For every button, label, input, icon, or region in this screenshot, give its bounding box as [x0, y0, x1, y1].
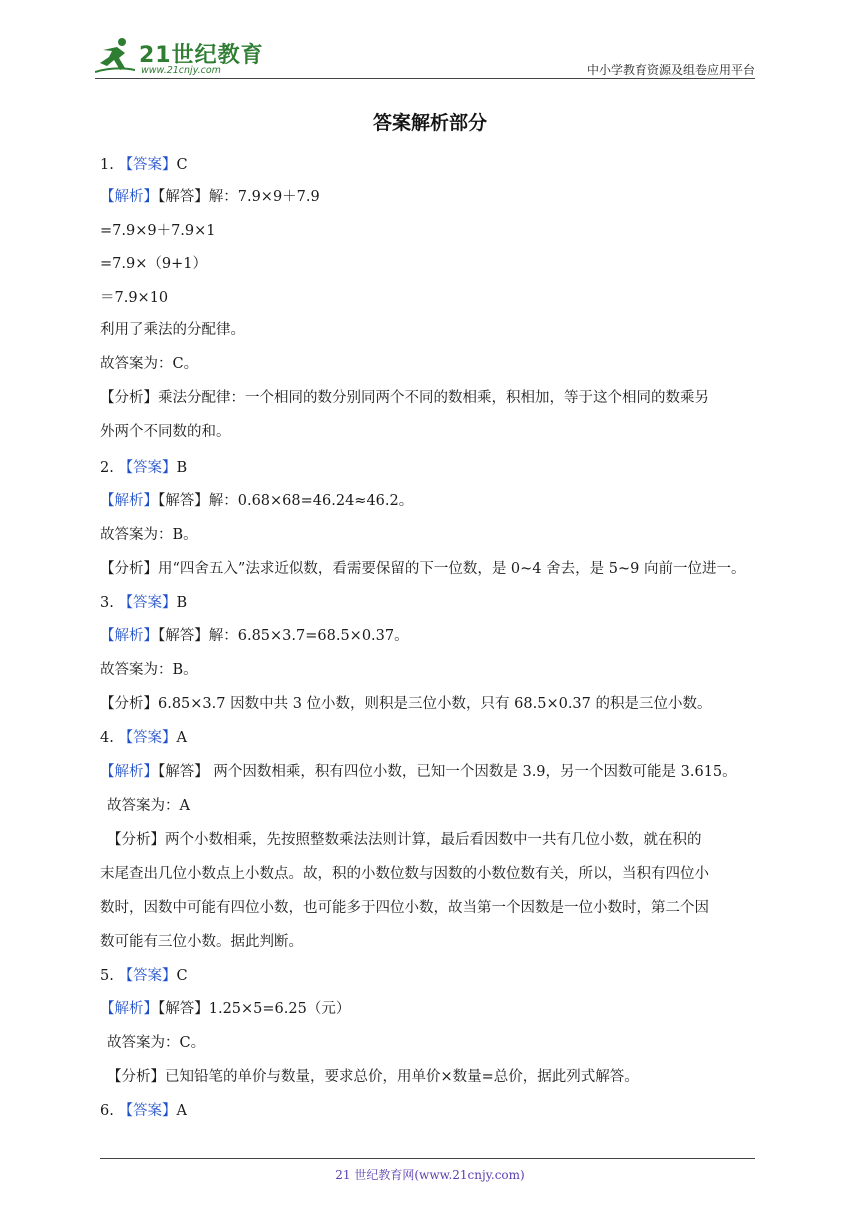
text-segment: 数时，因数中可能有四位小数，也可能多于四位小数，故当第一个因数是一位小数时，第二个因 — [100, 900, 709, 916]
text-line — [100, 252, 207, 273]
text-line — [100, 318, 245, 339]
blue-tag: 【答案】 — [118, 595, 177, 611]
text-line — [100, 352, 198, 373]
text-segment: 故答案为：A — [107, 798, 190, 814]
text-segment: 故答案为：C。 — [100, 356, 199, 372]
text-line — [100, 726, 187, 747]
text-segment: 外两个不同数的和。 — [100, 424, 231, 440]
text-line — [100, 185, 320, 206]
text-line — [100, 557, 745, 578]
text-segment: 故答案为：B。 — [100, 662, 198, 678]
text-segment: 【分析】两个小数相乘，先按照整数乘法法则计算，最后看因数中一共有几位小数，就在积的 — [107, 832, 702, 848]
text-line — [100, 624, 409, 645]
text-segment: 2. — [100, 460, 119, 476]
blue-tag: 【解析】 — [100, 628, 158, 644]
text-line — [100, 591, 187, 612]
text-segment: 【解答】解：6.85×3.7=68.5×0.37。 — [158, 628, 409, 644]
logo-url: www.21cnjy.com — [141, 65, 221, 76]
header-divider — [95, 78, 755, 79]
text-segment: =7.9×（9+1） — [100, 256, 207, 272]
header-tagline: 中小学教育资源及组卷应用平台 — [586, 63, 755, 77]
text-segment: 1. — [100, 157, 119, 173]
text-segment: 【分析】乘法分配律：一个相同的数分别同两个不同的数相乘，积相加，等于这个相同的数乘另 — [100, 390, 709, 406]
text-line — [100, 420, 231, 441]
text-segment: A — [176, 730, 187, 746]
footer-divider — [100, 1158, 755, 1159]
page-title: 答案解析部分 — [372, 112, 487, 134]
text-line — [100, 523, 198, 544]
blue-tag: 【答案】 — [118, 730, 177, 746]
text-line — [100, 286, 168, 307]
text-segment: 故答案为：C。 — [107, 1035, 206, 1051]
blue-tag: 【答案】 — [118, 157, 177, 173]
text-line — [100, 760, 737, 781]
text-segment: 6. — [100, 1103, 119, 1119]
text-segment: 【分析】已知铅笔的单价与数量，要求总价，用单价×数量=总价，据此列式解答。 — [107, 1069, 639, 1085]
text-line — [107, 794, 190, 815]
text-segment: 【分析】6.85×3.7 因数中共 3 位小数，则积是三位小数，只有 68.5×0.37 的积是三位小数。 — [100, 696, 712, 712]
text-segment: 5. — [100, 968, 119, 984]
text-line — [100, 1099, 187, 1120]
text-segment: 故答案为：B。 — [100, 527, 198, 543]
text-line — [100, 658, 198, 679]
runner-logo-icon — [95, 36, 135, 76]
text-line — [100, 964, 188, 985]
text-segment: 末尾查出几位小数点上小数点。故，积的小数位数与因数的小数位数有关，所以，当积有四位小 — [100, 866, 709, 882]
text-segment: 【分析】用“四舍五入”法求近似数，看需要保留的下一位数，是 0~4 舍去，是 5~9 向前一位进一。 — [100, 561, 746, 577]
text-segment: 【解答】 两个因数相乘，积有四位小数，已知一个因数是 3.9，另一个因数可能是 3.615。 — [158, 764, 737, 780]
text-segment: 【解答】1.25×5=6.25（元） — [158, 1001, 351, 1017]
text-segment: ＝7.9×10 — [100, 290, 169, 306]
text-line — [100, 386, 709, 407]
text-line — [107, 1065, 639, 1086]
text-segment: 3. — [100, 595, 119, 611]
text-line — [100, 489, 413, 510]
blue-tag: 【解析】 — [100, 764, 158, 780]
text-line — [100, 930, 303, 951]
text-segment: =7.9×9＋7.9×1 — [100, 223, 216, 239]
logo-text: 21世纪教育 — [139, 43, 264, 68]
text-line — [100, 692, 711, 713]
text-segment: C — [176, 968, 188, 984]
text-line — [100, 219, 216, 240]
text-line — [100, 862, 709, 883]
blue-tag: 【答案】 — [118, 1103, 177, 1119]
text-segment: C — [176, 157, 188, 173]
text-segment: B — [176, 595, 188, 611]
blue-tag: 【解析】 — [100, 189, 158, 205]
text-line — [107, 828, 702, 849]
text-segment: A — [176, 1103, 187, 1119]
blue-tag: 【答案】 — [118, 968, 177, 984]
text-line — [100, 456, 187, 477]
text-segment: 【解答】解：7.9×9＋7.9 — [158, 189, 320, 205]
blue-tag: 【解析】 — [100, 1001, 158, 1017]
text-line — [100, 153, 188, 174]
text-segment: 4. — [100, 730, 119, 746]
text-line — [100, 896, 709, 917]
text-segment: 【解答】解：0.68×68=46.24≈46.2。 — [158, 493, 414, 509]
blue-tag: 【解析】 — [100, 493, 158, 509]
blue-tag: 【答案】 — [118, 460, 177, 476]
text-segment: 利用了乘法的分配律。 — [100, 322, 245, 338]
page-footer: 21 世纪教育网(www.21cnjy.com) — [335, 1168, 525, 1182]
text-line — [100, 997, 350, 1018]
text-line — [107, 1031, 205, 1052]
page-header — [95, 30, 755, 82]
logo — [95, 36, 285, 76]
text-segment: 数可能有三位小数。据此判断。 — [100, 934, 303, 950]
text-segment: B — [176, 460, 188, 476]
